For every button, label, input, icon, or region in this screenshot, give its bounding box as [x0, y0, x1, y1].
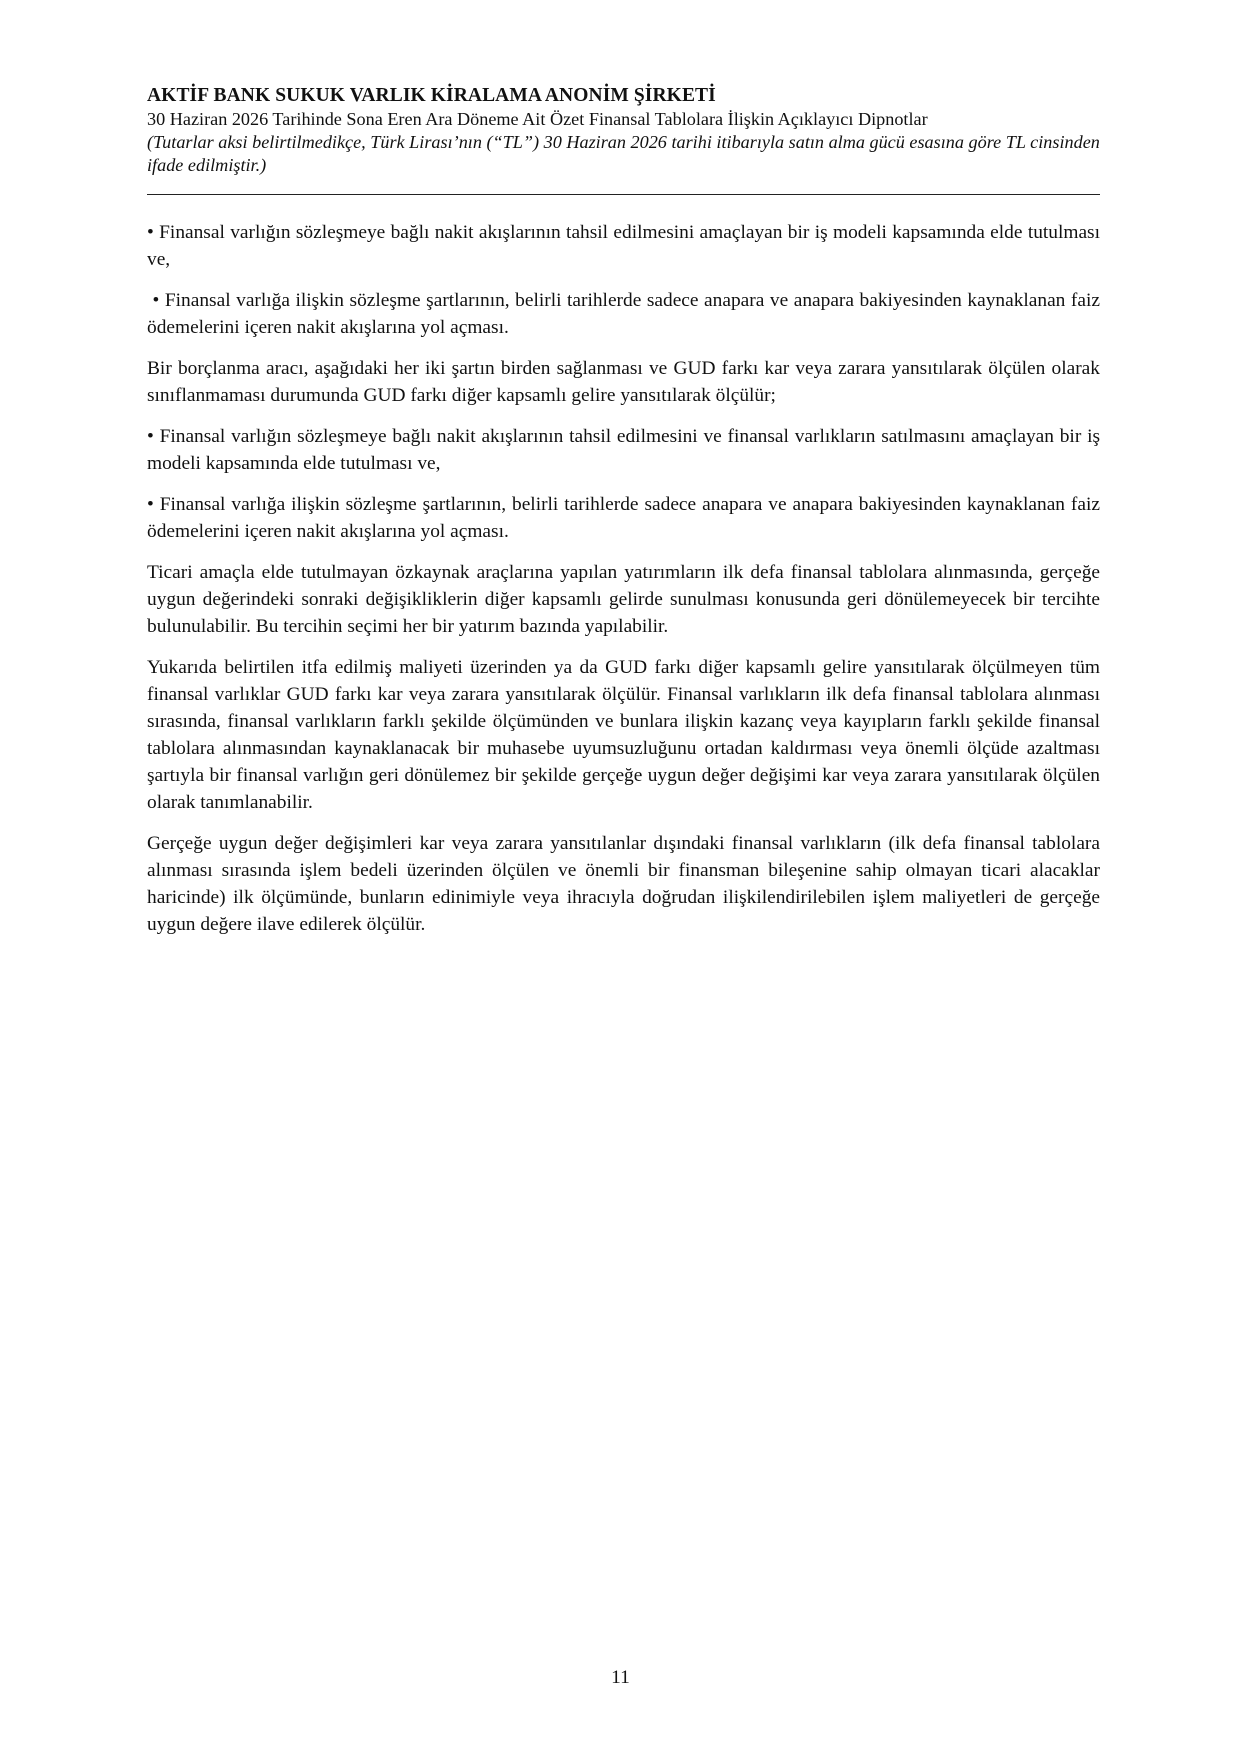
- document-body: [147, 219, 1105, 952]
- page-number: 11: [611, 1667, 630, 1688]
- document-subtitle: 30 Haziran 2026 Tarihinde Sona Eren Ara Döneme Ait Özet Finansal Tablolara İlişkin Açıklayıcı Dipnotlar: [147, 109, 928, 129]
- bullet-paragraph: • Finansal varlığa ilişkin sözleşme şartlarının, belirli tarihlerde sadece anapara ve anapara bakiyesinden kaynaklanan faiz ödemelerini içeren nakit akışlarına yol açması.: [147, 494, 1100, 542]
- body-paragraph: Gerçeğe uygun değer değişimleri kar veya zarara yansıtılanlar dışındaki finansal varlıkların (ilk defa finansal tablolara alınması sırasında işlem bedeli üzerinden ölçülen ve önemli bir finansman bileşenine sahip olmayan ticari alacaklar haricinde) ilk ölçümünde, bunların edinimiyle veya ihracıyla doğrudan ilişkilendirilebilen işlem maliyetleri de gerçeğe uygun değere ilave edilerek ölçülür.: [147, 833, 1100, 935]
- company-name: AKTİF BANK SUKUK VARLIK KİRALAMA ANONİM ŞİRKETİ: [147, 85, 716, 106]
- header-divider: [147, 194, 1100, 195]
- bullet-paragraph: • Finansal varlığın sözleşmeye bağlı nakit akışlarının tahsil edilmesini amaçlayan bir iş modeli kapsamında elde tutulması ve,: [147, 222, 1100, 270]
- body-paragraph: Ticari amaçla elde tutulmayan özkaynak araçlarına yapılan yatırımların ilk defa finansal tablolara alınmasında, gerçeğe uygun değerindeki sonraki değişikliklerin diğer kapsamlı gelirde sunulması konusunda geri dönülemeyecek bir tercihte bulunulabilir. Bu tercihin seçimi her bir yatırım bazında yapılabilir.: [147, 562, 1100, 637]
- bullet-paragraph: • Finansal varlığa ilişkin sözleşme şartlarının, belirli tarihlerde sadece anapara ve anapara bakiyesinden kaynaklanan faiz ödemelerini içeren nakit akışlarına yol açması.: [147, 290, 1105, 338]
- body-paragraph: Yukarıda belirtilen itfa edilmiş maliyeti üzerinden ya da GUD farkı diğer kapsamlı gelire yansıtılarak ölçülmeyen tüm finansal varlıklar GUD farkı kar veya zarara yansıtılarak ölçülür. Finansal varlıkların ilk defa finansal tablolara alınması sırasında, finansal varlıkların farklı şekilde ölçümünden ve bunlara ilişkin kazanç veya kayıpların farklı şekilde finansal tablolara alınmasından kaynaklanacak bir muhasebe uyumsuzluğunu ortadan kaldırması veya önemli ölçüde azaltması şartıyla bir finansal varlığın geri dönülemez bir şekilde gerçeğe uygun değer değişimi kar veya zarara yansıtılarak ölçülen olarak tanımlanabilir.: [147, 657, 1100, 813]
- currency-note: (Tutarlar aksi belirtilmedikçe, Türk Lirası’nın (“TL”) 30 Haziran 2026 tarihi itibarıyla satın alma gücü esasına göre TL cinsinden ifade edilmiştir.): [147, 132, 1100, 175]
- body-paragraph: Bir borçlanma aracı, aşağıdaki her iki şartın birden sağlanması ve GUD farkı kar veya zarara yansıtılarak ölçülen olarak sınıflanmaması durumunda GUD farkı diğer kapsamlı gelire yansıtılarak ölçülür;: [147, 358, 1100, 406]
- bullet-paragraph: • Finansal varlığın sözleşmeye bağlı nakit akışlarının tahsil edilmesini ve finansal varlıkların satılmasını amaçlayan bir iş modeli kapsamında elde tutulması ve,: [147, 426, 1100, 474]
- document-header: [147, 84, 1100, 177]
